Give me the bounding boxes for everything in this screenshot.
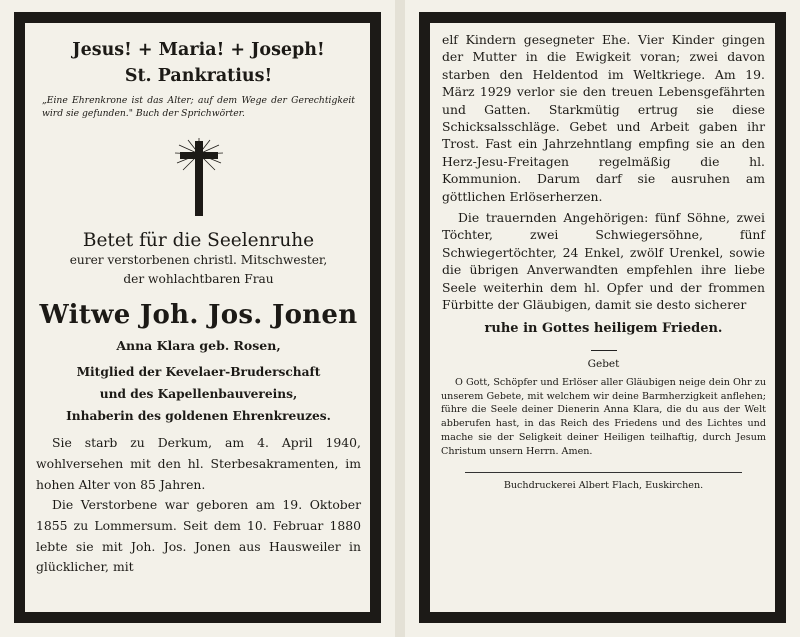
printer-credit: Buchdruckerei Albert Flach, Euskirchen. <box>503 480 704 492</box>
radiant-cross-icon <box>175 138 223 216</box>
left-black-border <box>14 12 381 623</box>
membership-line-3: Inhaberin des goldenen Ehrenkreuzes. <box>66 409 331 424</box>
prayer-heading: Gebet <box>587 358 620 370</box>
invocation-line-1: Jesus! + Maria! + Joseph! <box>72 40 325 60</box>
membership-line-1: Mitglied der Kevelaer-Bruderschaft <box>76 365 321 380</box>
maiden-name: Anna Klara geb. Rosen, <box>116 338 281 354</box>
proverb-quote: „Eine Ehrenkrone ist das Alter; auf dem Wege der Gerechtigkeit wird sie gefunden." Buch der Sprichwörter. <box>42 95 355 119</box>
intro-line-1: eurer verstorbenen christl. Mitschwester, <box>69 253 328 268</box>
short-divider <box>591 350 617 352</box>
invocation-line-2: St. Pankratius! <box>124 66 273 86</box>
right-card <box>405 0 800 637</box>
death-paragraph: Sie starb zu Derkum, am 4. April 1940, wohlversehen mit den hl. Sterbesakramenten, im hohen Alter von 85 Jahren. <box>36 435 361 492</box>
biography-continued <box>439 31 768 314</box>
left-card <box>0 0 395 637</box>
printer-divider <box>465 472 742 473</box>
invocation-heading <box>34 37 363 89</box>
membership-line-2: und des Kapellenbauvereins, <box>99 387 298 402</box>
prayer-request-heading: Betet für die Seelenruhe <box>82 230 315 252</box>
biography <box>34 433 363 578</box>
prayer-text: O Gott, Schöpfer und Erlöser aller Gläubigen neige dein Ohr zu unserem Gebete, mit welchem wir deine Barmherzigkeit anflehen; führe die Seele deiner Dienerin Anna Klara, die du aus der Welt abberufen hast, in das Reich des Friedens und des Lichtes und mache sie der Seligkeit deiner Heiligen teilhaftig, durch Jesum Christum unsern Herrn. Amen. <box>441 377 766 457</box>
family-paragraph: elf Kindern gesegneter Ehe. Vier Kinder gingen der Mutter in die Ewigkeit voran; zwei davon starben den Heldentod im Weltkriege. Am 19. März 1929 verlor sie den treuen Lebensgefährten und Gatten. Starkmütig ertrug sie diese Schicksalsschläge. Gebet und Arbeit gaben ihr Trost. Fast ein Jahrzehntlang empfing sie an den Herz-Jesu-Freitagen regelmäßig die hl. Kommunion. Darum darf sie ausruhen am göttlichen Erlöserherzen. <box>442 32 765 204</box>
mourners-paragraph: Die trauernden Angehörigen: fünf Söhne, zwei Töchter, zwei Schwiegersöhne, fünf Schwiegertöchter, 24 Enkel, zwölf Urenkel, sowie die übrigen Anverwandten empfehlen ihre liebe Seele weiterhin dem hl. Opfer und der frommen Fürbitte der Gläubigen, damit sie desto sicherer <box>442 210 765 313</box>
right-black-border <box>419 12 786 623</box>
deceased-name: Witwe Joh. Jos. Jonen <box>39 300 358 331</box>
card-separator <box>395 0 405 637</box>
closing-line: ruhe in Gottes heiligem Frieden. <box>484 320 723 336</box>
intro-line-2: der wohlachtbaren Frau <box>123 272 274 287</box>
membership-block <box>34 361 363 427</box>
birth-paragraph: Die Verstorbene war geboren am 19. Oktober 1855 zu Lommersum. Seit dem 10. Februar 1880 lebte sie mit Joh. Jos. Jonen aus Hausweiler in glücklicher, mit <box>36 497 361 575</box>
